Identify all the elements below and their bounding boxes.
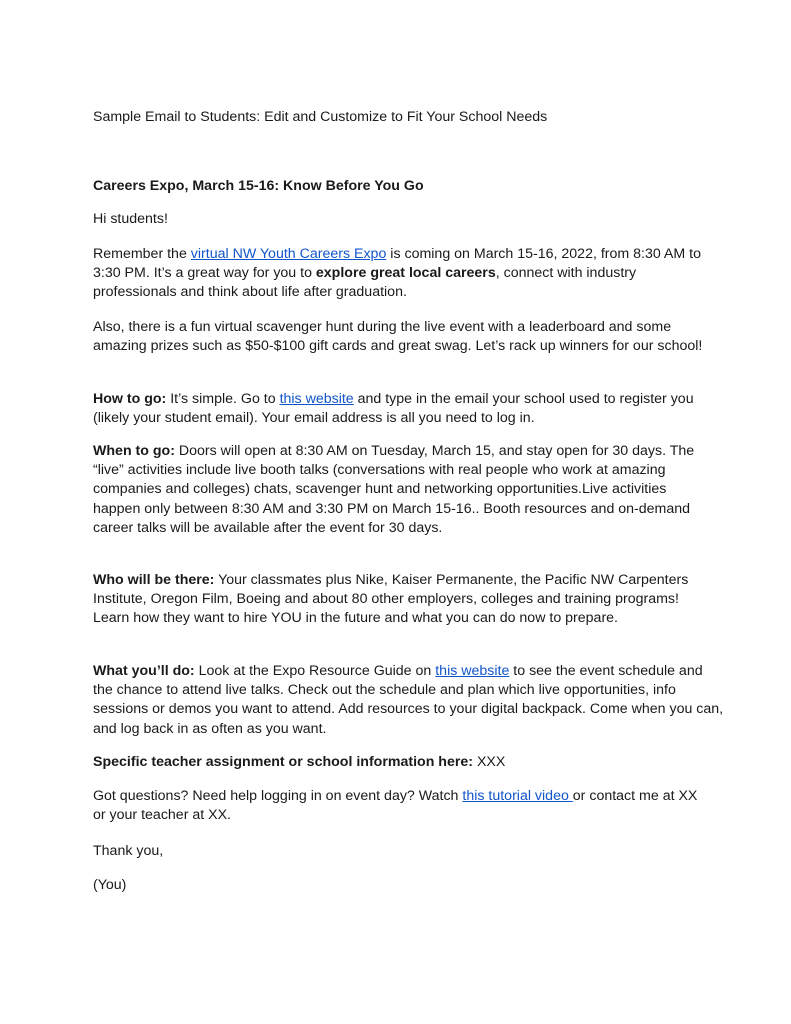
paragraph-how-to-go (93, 390, 713, 428)
expo-link[interactable]: virtual NW Youth Careers Expo (190, 246, 387, 262)
who-text: Your classmates plus Nike, Kaiser Permanente, the Pacific NW Carpenters Institute, Oregon Film, Boeing and about 80 other employers, colleges and training programs! Learn how they want to hire YOU in the future and what you can do now to prepare. (93, 572, 689, 627)
paragraph-intro (93, 245, 713, 303)
paragraph-who-will-be-there (93, 571, 713, 629)
tutorial-video-link[interactable]: this tutorial video (462, 788, 573, 804)
what-label: What you’ll do: (93, 663, 195, 679)
specific-label: Specific teacher assignment or school information here: (93, 754, 474, 770)
intro-text-post: , connect with industry professionals and think about life after graduation. (93, 265, 637, 301)
specific-text: XXX (473, 754, 506, 770)
website-link-what[interactable]: this website (435, 663, 510, 679)
when-text: Doors will open at 8:30 AM on Tuesday, March 15, and stay open for 30 days. The “live” activities include live booth talks (conversations with real people who work at amazing companies and colleges) chats, scavenger hunt and networking opportunities.Live activities happen only between 8:30 AM and 3:30 PM on March 15-16.. Booth resources and on-demand career talks will be available after the event for 30 days. (93, 443, 695, 536)
paragraph-what-youll-do (93, 662, 725, 739)
how-text-post: and type in the email your school used to register you (likely your student email). Your email address is all you need to log in. (93, 391, 694, 427)
document-heading: Sample Email to Students: Edit and Customize to Fit Your School Needs (93, 109, 548, 125)
paragraph-specific-info (93, 753, 713, 772)
how-text-pre: It’s simple. Go to (166, 391, 280, 407)
closing-thanks: Thank you, (93, 843, 164, 859)
questions-text-pre: Got questions? Need help logging in on event day? Watch (93, 788, 463, 804)
how-label: How to go: (93, 391, 167, 407)
who-label: Who will be there: (93, 572, 215, 588)
what-text-post: to see the event schedule and the chance to attend live talks. Check out the schedule and plan which live opportunities, info sessions or demos you want to attend. Add resources to your digital backpack. Come when you can, and log back in as often as you want. (93, 663, 724, 737)
intro-text-mid: is coming on March 15-16, 2022, from 8:30 AM to 3:30 PM. It’s a great way for you to (93, 246, 701, 282)
signature: (You) (93, 877, 127, 893)
intro-text-bold: explore great local careers (315, 265, 496, 282)
paragraph-when-to-go (93, 442, 713, 538)
what-text-pre: Look at the Expo Resource Guide on (194, 663, 436, 679)
intro-text-pre: Remember the (93, 246, 191, 262)
website-link-how[interactable]: this website (279, 391, 354, 407)
when-label: When to go: (93, 443, 175, 459)
greeting: Hi students! (93, 211, 168, 227)
email-subject: Careers Expo, March 15-16: Know Before You Go (93, 178, 424, 194)
paragraph-questions (93, 787, 713, 825)
paragraph-scavenger-hunt: Also, there is a fun virtual scavenger hunt during the live event with a leaderboard and some amazing prizes such as $50-$100 gift cards and great swag. Let’s rack up winners for our school! (93, 319, 703, 355)
questions-text-post: or contact me at XX or your teacher at XX. (93, 788, 698, 824)
